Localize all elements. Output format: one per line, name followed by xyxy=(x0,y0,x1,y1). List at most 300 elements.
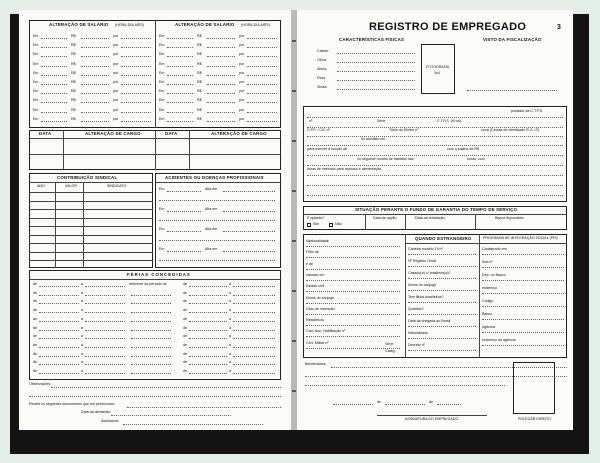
accident-row-alta: Alta em xyxy=(205,247,218,251)
reservista-serie: Série xyxy=(385,342,394,346)
personal-field-label: nascido em xyxy=(306,272,325,277)
salary-row-per: por xyxy=(239,34,245,38)
vacation-row-de: de xyxy=(33,334,37,339)
accident-date-line xyxy=(167,191,201,192)
salary-row-currency: R$ xyxy=(71,70,76,75)
vacation-ref-line xyxy=(131,373,171,374)
salary-per-line xyxy=(247,102,277,103)
vacation-period-end xyxy=(233,356,275,357)
ctps-line xyxy=(307,175,563,176)
role-date-header: DATA xyxy=(39,131,52,136)
accident-row-em: Em xyxy=(159,247,165,251)
vacation-row-a: a xyxy=(81,334,83,339)
vacation-start-line xyxy=(39,321,79,322)
foreigner-field-line xyxy=(408,326,476,327)
personal-field-line xyxy=(306,325,400,326)
salary-row-em: Em xyxy=(33,43,39,48)
personal-field-label: Cert. Militar nº xyxy=(306,340,329,345)
salary-date-line xyxy=(41,56,67,57)
thumb-box xyxy=(513,362,555,414)
salary-row-per: por xyxy=(113,61,119,66)
salary-row-per: por xyxy=(239,89,245,94)
ctps-field-label: C.T.P.S. (N.vol) xyxy=(437,119,462,123)
salary-row-per: por xyxy=(113,34,119,38)
observations-label: Observações: xyxy=(29,382,52,386)
foreigner-field-label: Quantos? xyxy=(408,307,424,311)
salary-row-per: por xyxy=(239,70,245,75)
left-page xyxy=(19,10,291,430)
salary-per-line xyxy=(121,75,151,76)
salary-row-currency: R$ xyxy=(71,98,76,103)
salary-value-line xyxy=(81,102,109,103)
vacation-row-de: de xyxy=(33,290,37,295)
personal-field-label: Filho de xyxy=(306,250,319,255)
vacation-end-line xyxy=(85,373,125,374)
salary-rate-header: (HORA-DIA-MÊS) xyxy=(115,23,144,27)
ctps-line xyxy=(307,127,563,128)
vacation-ref-line xyxy=(131,321,171,322)
salary-date-line xyxy=(41,102,67,103)
ctps-field-label: foi admitido em xyxy=(361,137,386,141)
ctps-field-label: com o salário de R$ xyxy=(447,147,479,151)
salary-row-per: por xyxy=(113,43,119,48)
admission-block xyxy=(303,106,567,202)
union-row-line xyxy=(29,209,153,210)
salary-row-currency: R$ xyxy=(197,61,202,66)
signature-label: Assinatura: xyxy=(101,419,119,423)
vacation-period-end xyxy=(233,303,275,304)
salary-title-2: ALTERAÇÃO DE SALÁRIO xyxy=(175,22,235,27)
fgts-bank: Banco depositário xyxy=(495,216,524,220)
pis-title: PROGRAMA DE INTEGRAÇÃO SOCIAL (PIS) xyxy=(483,236,558,240)
vacation-row-a: a xyxy=(81,360,83,365)
vacation-row-de: de xyxy=(33,369,37,373)
vacation-row-a-2: a xyxy=(229,360,231,365)
accident-alta-line xyxy=(223,191,275,192)
vacation-row-de: de xyxy=(33,316,37,321)
inspection-line xyxy=(467,90,557,91)
vacation-row-a-2: a xyxy=(229,369,231,373)
pis-field-line xyxy=(482,293,564,294)
accident-date-line xyxy=(167,251,201,252)
thumb-label: POLEGAR DIREITO xyxy=(518,417,551,421)
accident-row-alta: Alta em xyxy=(205,187,218,191)
foreigner-field-label: Naturalizado xyxy=(408,331,429,335)
salary-date-line xyxy=(167,112,193,113)
ctps-field-label: horas, com xyxy=(467,157,485,161)
vacation-period-end xyxy=(233,295,275,296)
salary-row-em: Em xyxy=(33,52,39,57)
foreigner-field-label: Carteira modelo 19 nº xyxy=(408,247,443,251)
fgts-option-date: Data da opção xyxy=(373,216,397,220)
salary-value-line xyxy=(207,112,235,113)
fgts-nao-checkbox[interactable] xyxy=(329,223,333,227)
salary-value-line xyxy=(207,93,235,94)
accident-note-line xyxy=(159,220,275,221)
union-col-union: SINDICATO xyxy=(107,184,127,188)
beneficiaries-label: Beneficiários: xyxy=(305,362,327,366)
salary-row-per: por xyxy=(113,52,119,57)
vacation-row-a: a xyxy=(81,290,83,295)
salary-row-per: por xyxy=(239,80,245,84)
vacation-ref-line xyxy=(131,295,171,296)
salary-date-line xyxy=(167,93,193,94)
salary-per-line xyxy=(247,121,277,122)
foreigner-field-line xyxy=(408,302,476,303)
salary-per-line xyxy=(121,121,151,122)
vacation-period-start xyxy=(189,330,227,331)
personal-field-label: Residência xyxy=(306,318,324,323)
foreigner-field-label: Data da chegada ao Brasil xyxy=(408,319,451,323)
pis-field-line xyxy=(482,345,564,346)
salary-date-line xyxy=(167,47,193,48)
salary-per-line xyxy=(121,47,151,48)
vacation-period-end xyxy=(233,338,275,339)
right-page xyxy=(297,10,573,430)
salary-row-em: Em xyxy=(159,61,165,66)
ctps-line xyxy=(307,145,563,146)
fgts-optante: É optante? xyxy=(307,216,325,220)
personal-field-line xyxy=(306,314,400,315)
salary-row-em: Em xyxy=(159,34,165,38)
salary-row-em: Em xyxy=(33,98,39,103)
vacation-period-start xyxy=(189,364,227,365)
union-row-line xyxy=(29,226,153,227)
salary-per-line xyxy=(247,47,277,48)
salary-row-currency: R$ xyxy=(197,34,202,38)
salary-row-em: Em xyxy=(33,116,39,121)
pis-field-label: endereço xyxy=(482,286,497,290)
ctps-field-label: zona (Cédula de Identidade R.G. nº) xyxy=(481,128,540,132)
vacation-row-a-2: a xyxy=(229,334,231,339)
salary-row-currency: R$ xyxy=(71,34,76,38)
physical-field-line xyxy=(337,80,415,81)
foreigner-field-line xyxy=(408,266,476,267)
vacation-row-de-2: de xyxy=(183,360,187,365)
salary-value-line xyxy=(81,38,109,39)
vacation-end-line xyxy=(85,295,125,296)
salary-row-em: Em xyxy=(33,107,39,112)
salary-row-currency: R$ xyxy=(71,43,76,48)
salary-row-em: Em xyxy=(33,61,39,66)
vacation-row-a-2: a xyxy=(229,308,231,313)
salary-row-em: Em xyxy=(159,98,165,103)
vacation-start-line xyxy=(39,295,79,296)
salary-row-per: por xyxy=(113,116,119,121)
salary-row-per: por xyxy=(239,52,245,57)
salary-value-line xyxy=(81,112,109,113)
vacation-ref-line xyxy=(131,356,171,357)
vacation-end-line xyxy=(85,312,125,313)
salary-per-line xyxy=(247,84,277,85)
vacation-row-de-2: de xyxy=(183,351,187,356)
vacation-period-end xyxy=(233,347,275,348)
accident-row-alta: Alta em xyxy=(205,207,218,211)
pis-field-line xyxy=(482,254,564,255)
salary-per-line xyxy=(121,102,151,103)
vacation-start-line xyxy=(39,303,79,304)
inspection-label: VISTO DA FISCALIZAÇÃO xyxy=(483,37,542,42)
physical-field-line xyxy=(337,53,415,54)
salary-row-em: Em xyxy=(159,107,165,112)
salary-row-em: Em xyxy=(159,43,165,48)
salary-row-currency: R$ xyxy=(197,43,202,48)
salary-row-per: por xyxy=(239,116,245,121)
physical-field-label: Sinais xyxy=(317,85,327,89)
documents-received: Recebi os seguintes documentos que me pertenciam: xyxy=(29,402,115,406)
salary-date-line xyxy=(167,38,193,39)
vacation-row-a-2: a xyxy=(229,299,231,304)
physical-title: CARACTERÍSTICAS FÍSICAS xyxy=(339,37,405,42)
personal-field-line xyxy=(306,257,400,258)
vacation-period-start xyxy=(189,303,227,304)
salary-row-currency: R$ xyxy=(71,61,76,66)
salary-row-per: por xyxy=(239,107,245,112)
ctps-field-label: para exercer a função de xyxy=(307,147,347,151)
pis-field-line xyxy=(482,306,564,307)
salary-per-line xyxy=(121,93,151,94)
vacation-start-line xyxy=(39,338,79,339)
salary-per-line xyxy=(247,66,277,67)
vacation-period-end xyxy=(233,373,275,374)
salary-date-line xyxy=(41,112,67,113)
accident-row-em: Em xyxy=(159,207,165,211)
date-of-1: de xyxy=(377,400,381,404)
vacation-period-start xyxy=(189,347,227,348)
vacation-row-a: a xyxy=(81,351,83,356)
pis-field-label: Agência xyxy=(482,325,495,329)
vacation-row-a-2: a xyxy=(229,316,231,321)
salary-date-line xyxy=(41,38,67,39)
accident-alta-line xyxy=(223,211,275,212)
vacation-start-line xyxy=(39,330,79,331)
vacation-period-start xyxy=(189,295,227,296)
foreigner-field-label: Nº Registro Geral xyxy=(408,259,437,263)
salary-value-line xyxy=(207,121,235,122)
fgts-nao: Não xyxy=(335,222,342,226)
union-contribution-table xyxy=(29,173,153,268)
pis-field-label: Cadastrado em xyxy=(482,247,507,251)
salary-value-line xyxy=(81,56,109,57)
salary-value-line xyxy=(81,121,109,122)
personal-field-line xyxy=(306,269,400,270)
foreigner-field-label: Decreto nº xyxy=(408,343,425,347)
foreigner-field-line xyxy=(408,290,476,291)
salary-value-line xyxy=(207,75,235,76)
physical-field-label: Olhos xyxy=(317,58,327,62)
vacation-period-end xyxy=(233,312,275,313)
ctps-field-label: Série xyxy=(377,119,386,123)
vacation-ref-line xyxy=(131,303,171,304)
salary-row-per: por xyxy=(239,98,245,103)
vacation-period-start xyxy=(189,356,227,357)
salary-row-currency: R$ xyxy=(197,80,202,84)
vacation-end-line xyxy=(85,364,125,365)
vacation-end-line xyxy=(85,356,125,357)
personal-field-line xyxy=(306,303,400,304)
accident-date-line xyxy=(167,211,201,212)
vacation-row-de-2: de xyxy=(183,325,187,330)
salary-row-currency: R$ xyxy=(197,107,202,112)
pis-field-label: Banco xyxy=(482,312,493,316)
vacation-row-a: a xyxy=(81,325,83,330)
vacation-row-de-2: de xyxy=(183,334,187,339)
fgts-retraction-date: Data da retratação xyxy=(415,216,445,220)
salary-row-per: por xyxy=(113,70,119,75)
personal-field-line xyxy=(306,280,400,281)
vacation-start-line xyxy=(39,356,79,357)
vacation-period-end xyxy=(233,286,275,287)
salary-row-per: por xyxy=(113,98,119,103)
ctps-field-label: portador da C.T.P.S. xyxy=(511,109,544,113)
personal-field-label: Grau de instrução xyxy=(306,306,335,311)
salary-date-line xyxy=(41,93,67,94)
vacation-period-start xyxy=(189,373,227,374)
salary-value-line xyxy=(207,38,235,39)
physical-field-label: Cabelo xyxy=(317,49,329,53)
vacation-period-end xyxy=(233,364,275,365)
vacation-ref-line xyxy=(131,330,171,331)
salary-row-em: Em xyxy=(159,80,165,84)
salary-row-currency: R$ xyxy=(71,80,76,84)
ctps-line xyxy=(307,155,563,156)
accident-note-line xyxy=(159,260,275,261)
salary-date-line xyxy=(41,84,67,85)
foreigner-field-line xyxy=(408,350,476,351)
salary-date-line xyxy=(41,121,67,122)
vacation-period-start xyxy=(189,338,227,339)
role-header: ALTERAÇÃO DE CARGO xyxy=(85,131,141,136)
salary-date-line xyxy=(41,66,67,67)
union-row-line xyxy=(29,243,153,244)
vacation-period-start xyxy=(189,312,227,313)
salary-row-per: por xyxy=(113,89,119,94)
salary-row-currency: R$ xyxy=(197,98,202,103)
accident-alta-line xyxy=(223,231,275,232)
salary-date-line xyxy=(167,56,193,57)
dismissal-date-label: Data da demissão: xyxy=(81,410,111,414)
salary-title: ALTERAÇÃO DE SALÁRIO xyxy=(49,22,109,27)
foreigner-field-label: Casado(a) c/ brasileiro(a)? xyxy=(408,271,451,275)
vacation-row-a-2: a xyxy=(229,290,231,295)
salary-row-per: por xyxy=(113,107,119,112)
vacation-row-a-2: a xyxy=(229,282,231,286)
salary-row-em: Em xyxy=(33,80,39,84)
vacation-row-de: de xyxy=(33,282,37,286)
vacation-period-start xyxy=(189,321,227,322)
vacation-end-line xyxy=(85,286,125,287)
salary-per-line xyxy=(121,112,151,113)
date-of-2: de xyxy=(429,400,433,404)
vacation-ref-line xyxy=(131,312,171,313)
foreigner-field-label: Tem filhos brasileiros? xyxy=(408,295,444,299)
salary-value-line xyxy=(81,75,109,76)
salary-value-line xyxy=(81,93,109,94)
salary-row-currency: R$ xyxy=(71,116,76,121)
accidents-title: ACIDENTES OU DOENÇAS PROFISSIONAIS xyxy=(165,175,264,180)
union-row-line xyxy=(29,235,153,236)
vacation-period-end xyxy=(233,330,275,331)
vacation-row-de-2: de xyxy=(183,369,187,373)
salary-date-line xyxy=(167,121,193,122)
physical-field-label: Altura xyxy=(317,67,327,71)
register-title: REGISTRO DE EMPREGADO xyxy=(369,21,527,33)
salary-row-currency: R$ xyxy=(71,107,76,112)
role-date-header-2: DATA xyxy=(165,131,178,136)
accident-date-line xyxy=(167,231,201,232)
pis-field-label: Sob nº xyxy=(482,260,493,264)
vacation-row-de-2: de xyxy=(183,342,187,347)
vacation-row-de-2: de xyxy=(183,299,187,304)
salary-per-line xyxy=(247,93,277,94)
salary-per-line xyxy=(121,38,151,39)
vacation-row-de-2: de xyxy=(183,282,187,286)
ctps-field-label: C.P.F. / CIC nº xyxy=(307,128,330,132)
foreigner-field-label: Nome do cônjuge xyxy=(408,283,437,287)
union-col-value: VALOR xyxy=(65,184,77,188)
vacation-row-a: a xyxy=(81,369,83,373)
salary-per-line xyxy=(247,75,277,76)
salary-value-line xyxy=(81,47,109,48)
vacation-row-de: de xyxy=(33,351,37,356)
vacation-row-de: de xyxy=(33,299,37,304)
vacation-end-line xyxy=(85,330,125,331)
personal-field-line xyxy=(306,246,400,247)
photo-size: 3x4 xyxy=(434,71,440,75)
salary-date-line xyxy=(41,75,67,76)
vacation-start-line xyxy=(39,364,79,365)
salary-row-per: por xyxy=(113,80,119,84)
accident-note-line xyxy=(159,200,275,201)
salary-value-line xyxy=(207,66,235,67)
fgts-sim-checkbox[interactable] xyxy=(307,223,311,227)
ctps-line xyxy=(307,117,563,118)
salary-date-line xyxy=(167,84,193,85)
vacation-end-line xyxy=(85,321,125,322)
reservista-categ: Categ. xyxy=(385,349,396,353)
union-row-line xyxy=(29,252,153,253)
salary-row-em: Em xyxy=(159,89,165,94)
fgts-sim: Sim xyxy=(313,222,320,226)
personal-field-label: e de xyxy=(306,261,313,266)
vacation-row-de-2: de xyxy=(183,316,187,321)
pis-field-line xyxy=(482,332,564,333)
salary-row-em: Em xyxy=(159,116,165,121)
salary-row-currency: R$ xyxy=(197,52,202,57)
personal-field-label: Cart. Nac. Habilitação nº xyxy=(306,329,346,334)
salary-rate-header-2: (HORA-DIA-MÊS) xyxy=(241,23,270,27)
union-row-line xyxy=(29,260,153,261)
vacation-row-a: a xyxy=(81,299,83,304)
salary-date-line xyxy=(167,75,193,76)
vacation-row-a-2: a xyxy=(229,325,231,330)
vacation-row-a-2: a xyxy=(229,351,231,356)
fgts-title: SITUAÇÃO PERANTE O FUNDO DE GARANTIA DO TEMPO DE SERVIÇO xyxy=(355,207,518,212)
physical-field-line xyxy=(337,62,415,63)
salary-row-em: Em xyxy=(33,89,39,94)
ctps-line xyxy=(307,165,563,166)
vacation-row-de-2: de xyxy=(183,308,187,313)
personal-field-label: Nacionalidade xyxy=(306,239,329,243)
ctps-field-label: horas de intervalo para repouso e alimentação. xyxy=(307,167,383,171)
ctps-field-label: Título de Eleitor nº xyxy=(389,128,419,132)
salary-per-line xyxy=(247,56,277,57)
salary-row-currency: R$ xyxy=(197,116,202,121)
foreigner-title: QUANDO ESTRANGEIRO xyxy=(415,236,472,241)
ctps-field-label: no seguinte horário de trabalho das xyxy=(357,157,414,161)
foreigner-field-line xyxy=(408,338,476,339)
vacation-row-de-2: de xyxy=(183,290,187,295)
